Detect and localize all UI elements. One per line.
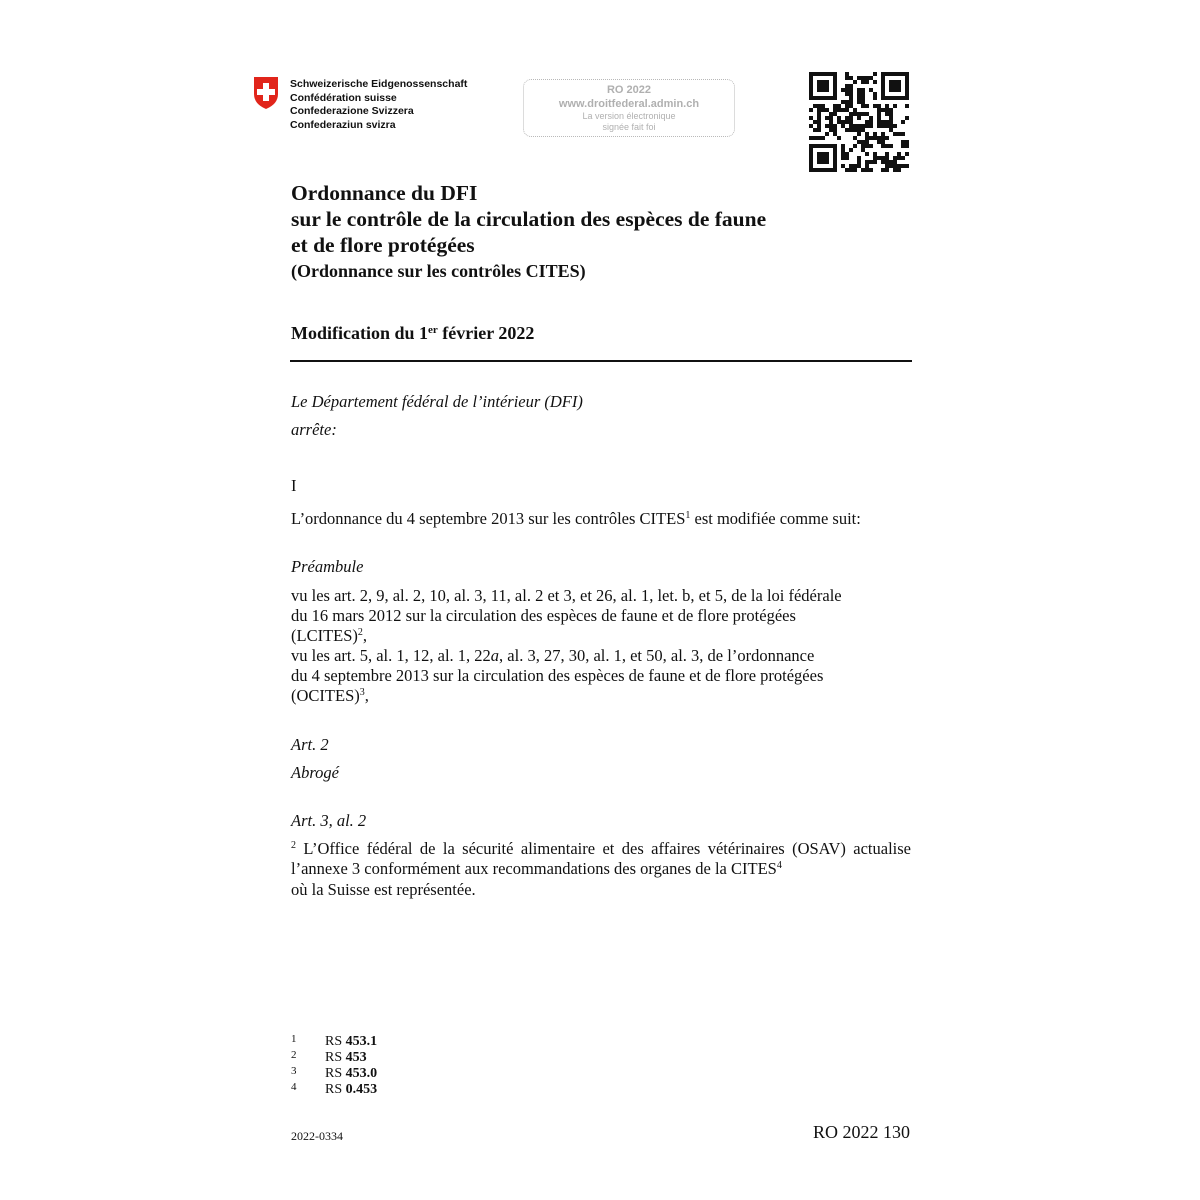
modification-sup: er [428,324,438,336]
footnote-ref: 453.0 [345,1066,378,1081]
paragraph-number: 2 [291,840,296,851]
footnote-ref: 0.453 [345,1082,378,1097]
preamble-line-3 [291,626,911,646]
footnote-ref-3: 3 [359,687,365,698]
short-title: (Ordonnance sur les contrôles CITES) [291,261,586,281]
footnote-ref-1: 1 [685,510,691,521]
art-3-text: L’Office fédéral de la sécurité alimentaire et des affaires vétérinaires (OSAV) actualise l’annexe 3 conformément aux recommandations des organes de la CITES [291,839,911,878]
art-2-heading: Art. 2 [291,735,329,754]
preamble-line-4 [291,646,911,666]
issuing-authority: Le Département fédéral de l’intérieur (DFI) [291,392,583,411]
footnote-number: 3 [291,1065,297,1077]
footnote-ref: 453 [345,1050,367,1065]
footnote-prefix: RS [325,1082,346,1097]
amendment-text: L’ordonnance du 4 septembre 2013 sur les contrôles CITES [291,509,686,528]
stamp-line-4: signée fait foi [602,122,656,132]
footnote-ref-2: 2 [357,627,363,638]
art-3-heading: Art. 3, al. 2 [291,811,367,830]
preamble-line-2: du 16 mars 2012 sur la circulation des espèces de faune et de flore protégées [291,606,796,625]
modification-prefix: Modification du 1 [291,323,429,343]
footnote-prefix: RS [325,1050,346,1065]
section-number: I [291,476,297,495]
preamble-line-4-b: , al. 3, 27, 30, al. 1, et 50, al. 3, de l’ordonnance [499,646,815,665]
modification-date [291,318,534,345]
stamp-line-1: RO 2022 [606,84,652,96]
document-number: 2022-0334 [291,1129,343,1143]
preamble-ocites: (OCITES) [291,686,360,705]
amendment-text-end: est modifiée comme suit: [690,509,861,528]
footnote-ref: 453.1 [345,1034,378,1049]
ro-reference: RO 2022 130 [812,1122,910,1142]
footnote-number: 2 [291,1049,297,1061]
modification-suffix: février 2022 [437,323,535,343]
title-line-3: et de flore protégées [291,233,475,257]
preamble-comma-2: , [364,686,369,705]
footnote-prefix: RS [325,1034,346,1049]
page-title [291,180,931,258]
footnote-4 [291,1079,377,1098]
art-2-text: Abrogé [291,763,339,782]
confederation-names [290,78,467,132]
preamble-line-5: du 4 septembre 2013 sur la circulation des espèces de faune et de flore protégées [291,666,824,685]
art-3-paragraph [291,839,911,879]
preamble-line-1: vu les art. 2, 9, al. 2, 10, al. 3, 11, al. 2 et 3, et 26, al. 1, let. b, et 5, de la loi fédérale [291,586,842,605]
preamble-line-6 [291,686,911,706]
qr-code-icon [809,72,909,172]
footnote-number: 1 [291,1033,297,1045]
preamble-comma-1: , [362,626,368,645]
stamp-line-3: La version électronique [582,111,676,121]
confederation-name-rm: Confederaziun svizra [290,118,396,131]
confederation-name-fr: Confédération suisse [290,91,397,104]
confederation-name-de: Schweizerische Eidgenossenschaft [290,78,468,90]
preamble-line-4-a: vu les art. 5, al. 1, 12, al. 1, 22 [291,646,491,665]
art-3-text-end: où la Suisse est représentée. [291,880,476,899]
electronic-signature-stamp [523,79,735,137]
title-line-2: sur le contrôle de la circulation des espèces de faune [291,207,767,231]
footnote-prefix: RS [325,1066,346,1081]
footnote-number: 4 [291,1081,297,1093]
title-line-1: Ordonnance du DFI [291,181,478,205]
stamp-url: www.droitfederal.admin.ch [558,98,700,110]
title-divider [290,360,912,362]
preamble-lcites: (LCITES) [291,626,358,645]
preamble-heading: Préambule [291,557,364,576]
preamble-line-4-italic: a [490,646,500,665]
confederation-name-it: Confederazione Svizzera [290,105,414,117]
amendment-sentence [291,509,911,529]
footnote-ref-4: 4 [776,860,782,871]
enacting-verb: arrête: [291,420,337,439]
swiss-cross-icon [252,76,280,110]
